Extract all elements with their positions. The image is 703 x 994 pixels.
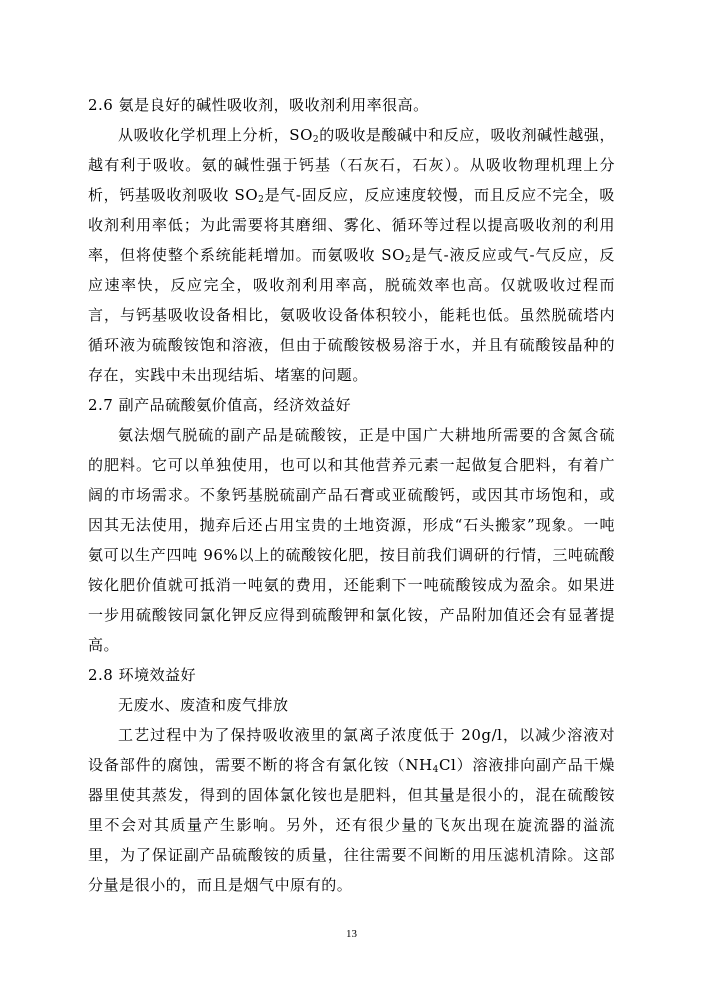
section-heading-2-8: 2.8 环境效益好 [88, 666, 197, 684]
paragraph-byproduct-value: 氨法烟气脱硫的副产品是硫酸铵，正是中国广大耕地所需要的含氮含硫的肥料。它可以单独使用，也可以和其他营养元素一起做复合肥料，有着广阔的市场需求。不象钙基脱硫副产品石膏或亚硫酸钙，或因其市场饱和，或因其无法使用，抛弃后还占用宝贵的土地资源，形成“石头搬家”现象。一吨氨可以生产四吨 96%以上的硫酸铵化肥，按目前我们调研的行情，三吨硫酸铵化肥价值就可抵消一吨氨的费用，还能剩下一吨硫酸铵成为盈余。如果进一步用硫酸铵同氯化钾反应得到硫酸钾和氯化铵，产品附加值还会有显著提高。 [88, 426, 615, 654]
subscript: 2 [312, 135, 320, 145]
section-heading-2-7: 2.7 副产品硫酸氨价值高，经济效益好 [88, 396, 352, 414]
page-content [88, 90, 615, 900]
subscript: 4 [432, 765, 439, 775]
subscript: 2 [258, 195, 265, 205]
text-run: Cl）溶液排向副产品干燥器里使其蒸发，得到的固体氯化铵也是肥料，但其量是很小的，混在硫酸铵里不会对其质量产生影响。另外，还有很少量的飞灰出现在旋流器的溢流里，为了保证副产品硫酸铵的质量，往往需要不间断的用压滤机清除。这部分量是很小的，而且是烟气中原有的。 [88, 756, 615, 894]
text-run: 从吸收化学机理上分析，SO [118, 126, 313, 144]
page-number: 13 [346, 928, 357, 940]
text-run: 是气-固反应，反应速度较慢，而且反应不完全，吸收剂利用率低；为此需要将其磨细、雾化、循环等过程以提高吸收剂的利用率，但将使整个系统能耗增加。而氨吸收 SO [88, 186, 615, 264]
text-run: 是气-液反应或气-气反应，反应速率快，反应完全，吸收剂利用率高，脱硫效率也高。仅就吸收过程而言，与钙基吸收设备相比，氨吸收设备体积较小，能耗也低。虽然脱硫塔内循环液为硫酸铵饱和溶液，但由于硫酸铵极易溶于水，并且有硫酸铵晶种的存在，实践中未出现结垢、堵塞的问题。 [88, 246, 615, 384]
paragraph-absorbent-mechanism [88, 120, 615, 390]
paragraph-process-chloride [88, 720, 615, 900]
subscript: 2 [404, 255, 412, 265]
section-heading-2-6: 2.6 氨是良好的碱性吸收剂，吸收剂利用率很高。 [88, 96, 429, 114]
text-run: 工艺过程中为了保持吸收液里的氯离子浓度低于 20g/l，以减少溶液对设备部件的腐蚀，需要不断的将含有氯化铵（NH [88, 726, 615, 774]
text-run: 的吸收是酸碱中和反应，吸收剂碱性越强，越有利于吸收。氨的碱性强于钙基（石灰石，石灰）。从吸收物理机理上分析，钙基吸收剂吸收 SO [88, 126, 615, 204]
subheading-no-discharge: 无废水、废渣和废气排放 [118, 696, 289, 714]
